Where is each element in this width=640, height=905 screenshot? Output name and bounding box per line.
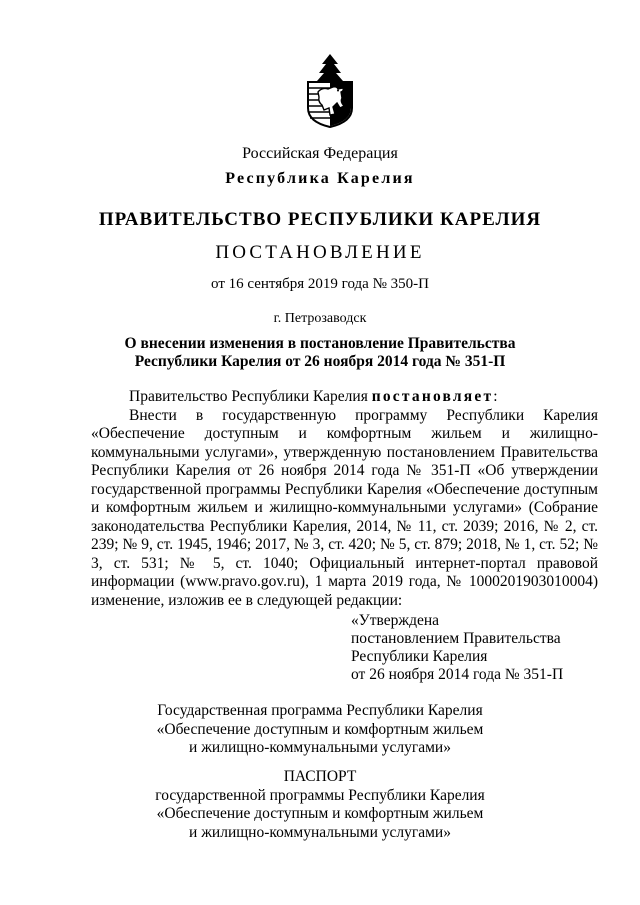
republic-name: Республика Карелия xyxy=(225,170,415,187)
resolves-word: постановляет xyxy=(371,388,494,405)
document-city: г. Петрозаводск xyxy=(273,311,367,326)
document-date-number: от 16 сентября 2019 года № 350-П xyxy=(211,276,429,292)
approved-line-2: постановлением Правительства xyxy=(351,630,561,647)
passport-line-2: «Обеспечение доступным и комфортным жильем xyxy=(156,805,484,822)
approved-line-4: от 26 ноября 2014 года № 351-П xyxy=(351,666,564,683)
document-subject xyxy=(0,335,640,371)
program-line-1: Государственная программа Республики Карелия xyxy=(157,702,483,719)
program-line-2: «Обеспечение доступным и комфортным жильем xyxy=(156,720,484,738)
government-title: ПРАВИТЕЛЬСТВО РЕСПУБЛИКИ КАРЕЛИЯ xyxy=(98,209,542,230)
coat-of-arms-icon xyxy=(300,52,360,128)
resolution-intro: Правительство Республики Карелия постановляет: xyxy=(129,388,498,405)
passport-section xyxy=(0,768,640,842)
subject-line-2: Республики Карелия от 26 ноября 2014 года № 351-П xyxy=(134,353,506,370)
document-body xyxy=(91,388,598,610)
passport-line-3: и жилищно-коммунальными услугами» xyxy=(189,823,451,841)
approval-stamp-block xyxy=(351,612,563,684)
passport-line-1: государственной программы Республики Карелия xyxy=(155,786,485,804)
country-name: Российская Федерация xyxy=(242,145,398,162)
passport-title: ПАСПОРТ xyxy=(283,768,357,785)
subject-line-1: О внесении изменения в постановление Правительства xyxy=(124,335,516,352)
program-line-3: и жилищно-коммунальными услугами» xyxy=(189,739,451,756)
document-type: ПОСТАНОВЛЕНИЕ xyxy=(215,242,425,263)
approved-line-3: Республики Карелия xyxy=(351,648,488,665)
approved-line-1: «Утверждена xyxy=(351,612,440,629)
program-title xyxy=(0,702,640,758)
resolution-paragraph: Внести в государственную программу Республики Карелия «Обеспечение доступным и комфортным жильем и жилищно-коммунальными услугами», утвержденную постановлением Правительства Республики Карелия от 26 ноября 2014 года № 351-П «Об утверждении государственной программы Республики Карелия «Обеспечение доступным и комфортным жильем и жилищно-коммунальными услугами» (Собрание законодательства Республики Карелия, 2014, № 11, ст. 2039; 2016, № 2, ст. 239; № 9, ст. 1945, 1946; 2017, № 3, ст. 420; № 5, ст. 879; 2018, № 1, ст. 52; № 3, ст. 531; № 5, ст. 1040; Официальный интернет-портал правовой информации (www.pravo.gov.ru), 1 марта 2019 года, № 1000201903010004) изменение, изложив ее в следующей редакции: xyxy=(91,406,598,609)
